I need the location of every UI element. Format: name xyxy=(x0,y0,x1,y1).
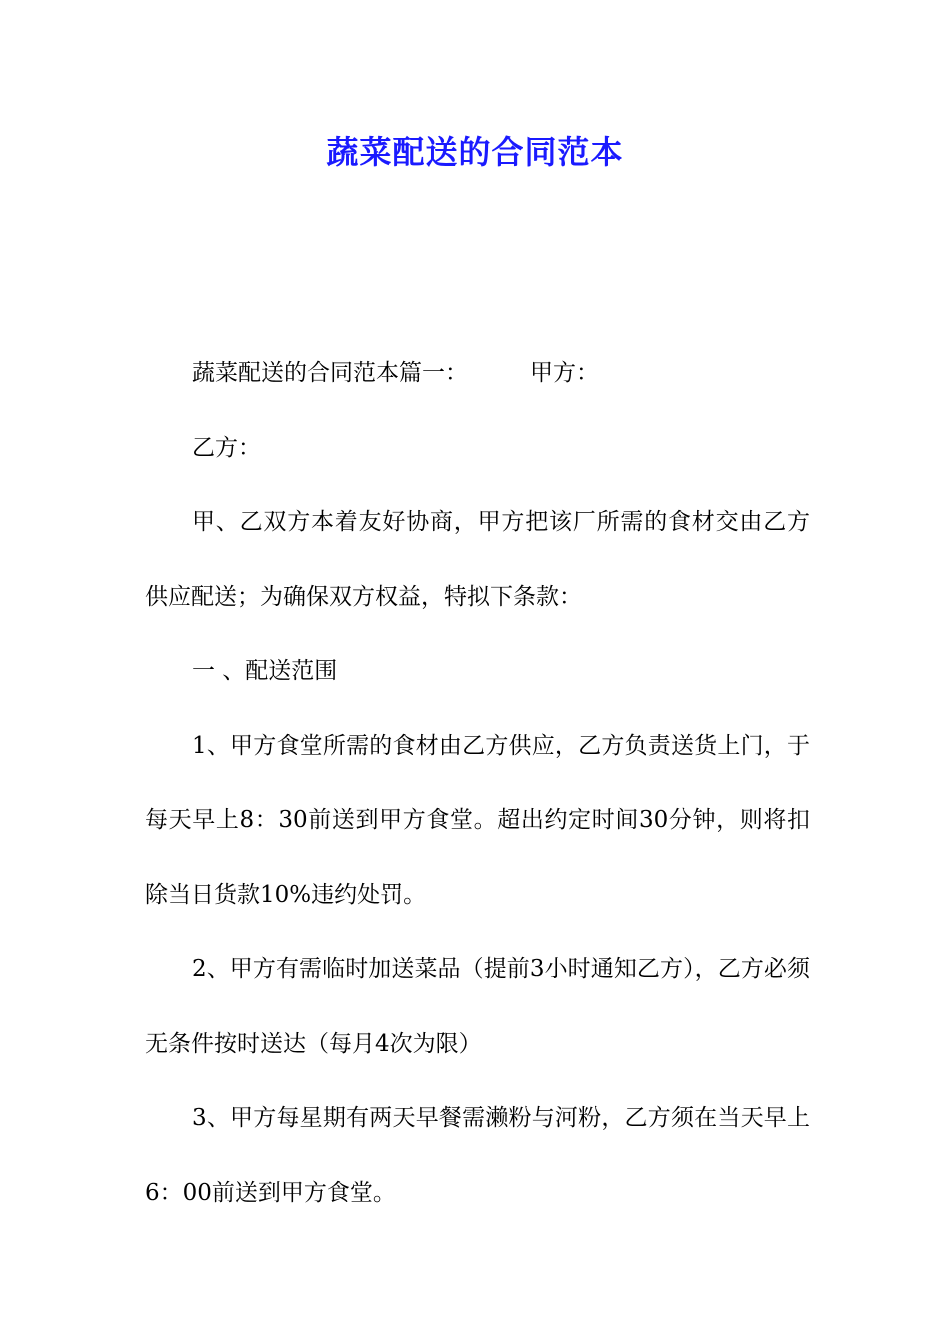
document-body xyxy=(145,336,810,1230)
party-b-label: 乙方： xyxy=(192,434,261,461)
section-heading: 蔬菜配送的合同范本篇一： xyxy=(192,360,468,386)
intro-paragraph: 甲、乙双方本着友好协商，甲方把该厂所需的食材交由乙方供应配送；为确保双方权益，特拟下条款： xyxy=(145,509,810,610)
clause-1: 1、甲方食堂所需的食材由乙方供应，乙方负责送货上门，于每天早上8：30前送到甲方食堂。超出约定时间30分钟，则将扣除当日货款10%违约处罚。 xyxy=(145,732,810,908)
clause-2: 2、甲方有需临时加送菜品（提前3小时通知乙方），乙方必须无条件按时送达（每月4次为限） xyxy=(145,956,810,1057)
party-a-label: 甲方： xyxy=(530,360,599,386)
document-title: 蔬菜配送的合同范本 xyxy=(326,133,624,171)
heading-line xyxy=(145,336,810,411)
clause-3: 3、甲方每星期有两天早餐需濑粉与河粉，乙方须在当天早上6：00前送到甲方食堂。 xyxy=(145,1105,810,1206)
section-one-heading: 一 、配送范围 xyxy=(192,658,338,684)
